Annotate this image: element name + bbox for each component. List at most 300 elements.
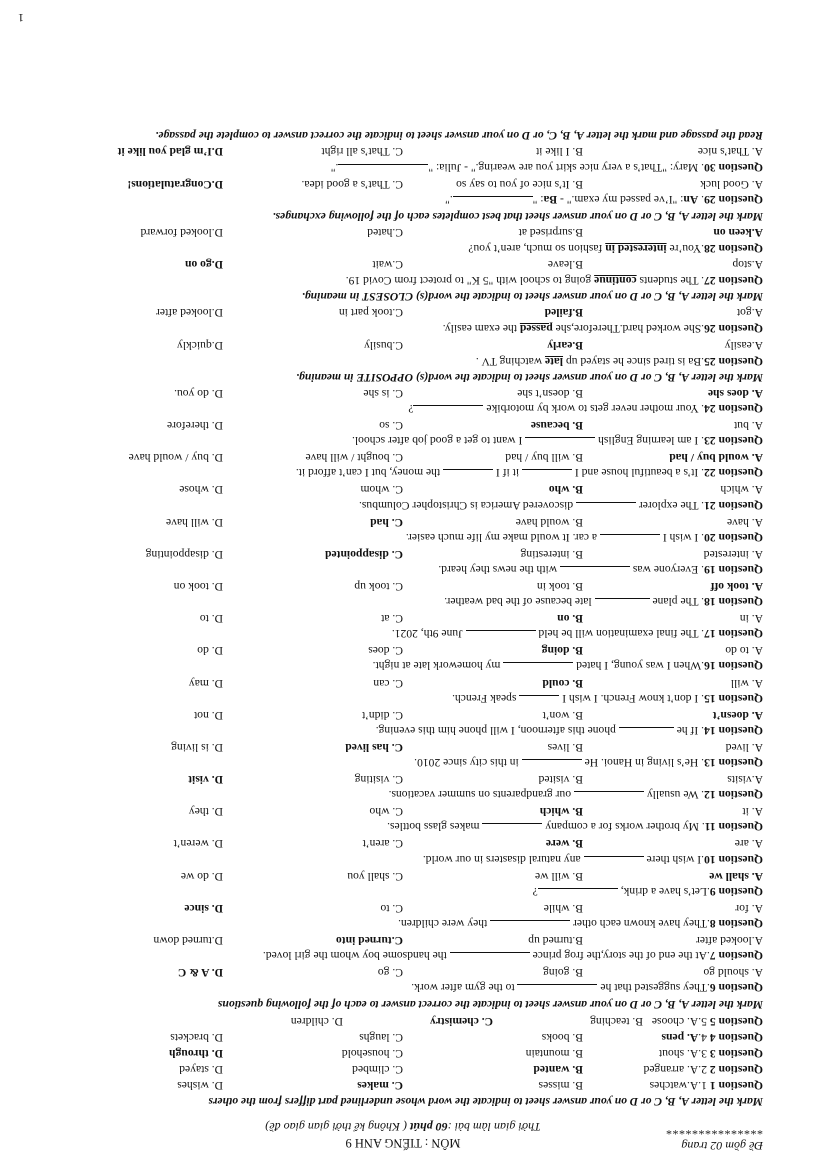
option-d: D.looked after [156, 306, 223, 320]
answer-blank [490, 920, 570, 932]
option-a: A. but [734, 419, 763, 433]
stem-text: . The students [636, 274, 705, 288]
answer-blank [517, 984, 597, 996]
question-stem [43, 691, 763, 707]
question-number: Question 21 [704, 498, 763, 512]
option-a: A.stop [732, 258, 763, 272]
option-d: D. disappointing [145, 547, 223, 561]
section-instruction: Mark the letter A, B, C or D on your answer sheet to indicate the word(s) OPPOSITE in meaning. [296, 370, 763, 384]
pronunciation-row [43, 1045, 763, 1061]
question-stem [43, 159, 763, 175]
option-b: B. mountain [525, 1046, 583, 1060]
page-count: Đề gồm 02 trang [681, 1139, 763, 1153]
option-c: C. household [341, 1046, 403, 1060]
stem-text: fashion so much, aren’t you? [468, 242, 606, 256]
option-c: C. That’s all right [321, 145, 403, 159]
stem-text: . The plane [649, 595, 705, 609]
option-c: C. disappointed [325, 547, 403, 561]
options-row [43, 803, 763, 819]
option-c: C. has lived [345, 740, 403, 754]
option-d: D. took on [173, 580, 223, 593]
option-d: D.I’m glad you like it [117, 145, 223, 159]
question-number: Question 30 [704, 160, 763, 174]
option-a: A.visits [727, 773, 763, 787]
stem-text: to the gym after work. [411, 981, 518, 995]
option-c: C. does [368, 644, 403, 658]
stem-text: .She worked hard.Therefore,she [552, 322, 705, 336]
option-a [650, 1077, 763, 1093]
question-number: Question 23 [704, 434, 763, 448]
option-c: C. at [381, 612, 403, 626]
option-letter: 5. [698, 1014, 707, 1028]
option-d: D.go on [184, 258, 223, 272]
options-row [43, 143, 763, 159]
stem-text: speak French. [452, 691, 520, 705]
stem-text: with the news they heard. [438, 562, 560, 576]
stem-text: .They suggested that he [597, 981, 710, 995]
option-b: B. I like it [535, 145, 583, 159]
option-b: B. misses [538, 1078, 583, 1092]
option-a: A. Good luck [700, 177, 763, 191]
answer-blank [600, 534, 660, 546]
option-b: B. going [543, 966, 583, 980]
option-letter: 4. [698, 1030, 707, 1044]
option-a: A. lived [725, 740, 763, 754]
option-b: B. doing [541, 644, 583, 658]
option-a: A.keen on [713, 225, 763, 239]
stem-text: .Ba is tired since he stayed up [563, 354, 705, 368]
option-d: D. do [197, 644, 223, 658]
option-c: C. had [370, 515, 403, 529]
option-c: C. makes [357, 1078, 403, 1092]
answer-blank [619, 727, 674, 739]
option-c: C. visiting [354, 773, 403, 787]
options-row [43, 224, 763, 240]
question-stem [43, 353, 763, 369]
stem-text: the handsome boy whom the girl loved. [262, 949, 450, 963]
option-b: B.early [547, 338, 583, 352]
stem-text: . It’s a beautiful house and I [572, 466, 705, 480]
page-content [43, 127, 763, 1155]
question-stem [43, 658, 763, 674]
option-d: D.looked forward [140, 225, 223, 239]
option-a: A. are [734, 837, 763, 851]
option-letter: 1. [698, 1078, 707, 1092]
option-word: A. shout [658, 1046, 699, 1060]
exam-header [43, 1109, 763, 1155]
question-stem [43, 884, 763, 900]
option-b: B. will we [535, 869, 583, 883]
option-d: D. they [188, 805, 223, 819]
option-word: A. pens [661, 1030, 699, 1044]
options-row [43, 546, 763, 562]
option-a: A. for [735, 901, 763, 915]
option-a: A. took off [710, 580, 763, 593]
answer-blank [503, 662, 573, 674]
option-c: C.busily [364, 338, 403, 352]
option-a: A. shall we [709, 869, 763, 883]
option-c: C. can [373, 676, 403, 690]
question-number: Question 11 [704, 820, 763, 834]
stem-text: . Everyone was [630, 562, 705, 576]
question-stem [43, 433, 763, 449]
header-center [233, 1119, 573, 1151]
options-row [43, 642, 763, 658]
key-word: passed [519, 322, 553, 336]
stem-text: June 9th, 2021. [391, 627, 466, 641]
option-d: D. not [194, 708, 223, 722]
option-a: A. will [730, 676, 763, 690]
question-stem [43, 980, 763, 996]
question-stem [43, 916, 763, 932]
question-stem [43, 626, 763, 642]
option-d: D. brackets [170, 1030, 223, 1044]
section-instruction: Mark the letter A, B, C or D on your answer sheet that best completes each of the following exchanges. [272, 209, 763, 223]
stem-text: . Mary: "That’s a very nice skirt you are wearing." - Julia: " [428, 160, 705, 174]
question-stem [43, 272, 763, 288]
stem-text: discovered America is Christopher Columbus. [358, 498, 576, 512]
question-stem [43, 723, 763, 739]
question-stem [43, 755, 763, 771]
question-stem [43, 192, 763, 208]
option-b: B. visited [538, 773, 583, 787]
question-number: Question 3 [706, 1046, 763, 1060]
answer-blank [413, 405, 483, 417]
question-number: Question 13 [704, 756, 763, 770]
stem-text: watching TV . [475, 354, 545, 368]
key-word: continue [594, 274, 637, 288]
question-stem [43, 819, 763, 835]
section-instruction: Read the passage and mark the letter A, B, C, or D on your answer sheet to indicate the correct answer to complete the passage. [155, 129, 763, 143]
question-number: Question 15 [704, 691, 763, 705]
options-row [43, 964, 763, 980]
option-c: C. took up [354, 580, 403, 593]
answer-blank [525, 437, 595, 449]
stem-text: late because of the bad weather. [444, 595, 595, 609]
question-number: Question 22 [704, 466, 763, 480]
option-a: A. in [739, 612, 763, 626]
option-b: B.surprised at [518, 225, 583, 239]
option-c: C. to [380, 901, 403, 915]
answer-blank [443, 469, 493, 481]
stem-text: it if I [493, 466, 523, 480]
question-stem [43, 852, 763, 868]
stem-text: the exam easily. [442, 322, 520, 336]
stem-text: . If he [673, 723, 705, 737]
question-number: Question 14 [704, 723, 763, 737]
stem-text: . Your mother never gets to work by motorbike [483, 401, 705, 415]
stem-text: . [698, 192, 705, 206]
stars-divider: *************** [665, 1124, 763, 1138]
option-word: A. arranged [643, 1062, 699, 1076]
option-a: A. to do [725, 644, 763, 658]
question-stem [43, 948, 763, 964]
stem-text: .Let’s have a drink, [617, 884, 710, 898]
options-row [43, 932, 763, 948]
option-c: C. who [369, 805, 403, 819]
stem-text: a car. It would make my life much easier. [405, 530, 600, 544]
options-row [43, 481, 763, 497]
option-a: A. have [726, 515, 763, 529]
key-word: late [544, 354, 564, 368]
stem-text: . We usually [644, 788, 705, 802]
option-c: C.hated [367, 225, 403, 239]
options-row [43, 578, 763, 594]
option-c: C. aren’t [362, 837, 403, 851]
option-d: D. do we [180, 869, 223, 883]
option-a: A. does she [707, 386, 763, 400]
option-d: D. visit [188, 773, 223, 787]
question-stem [43, 465, 763, 481]
question-number: Question 19 [704, 562, 763, 576]
pronunciation-questions [43, 1012, 763, 1092]
stem-text: phone this afternoon, I will phone him this evening. [375, 723, 619, 737]
stem-text: . I wish I [659, 530, 705, 544]
question-number: Question 20 [704, 530, 763, 544]
pronunciation-row [43, 1061, 763, 1077]
option-d: D. may [188, 676, 223, 690]
option-b: B. teaching [590, 1014, 643, 1028]
option-a [662, 1029, 763, 1045]
question-number: Question 5 [706, 1014, 763, 1028]
answer-blank [453, 196, 533, 208]
question-stem [43, 787, 763, 803]
option-b: B. books [541, 1030, 583, 1044]
option-c: C. shall you [347, 869, 403, 883]
option-b: B.failed [544, 306, 583, 320]
stem-text: I want to get a good job after school. [352, 434, 526, 448]
option-c: C. whom [360, 483, 403, 497]
option-d: D. wishes [177, 1078, 223, 1092]
options-row [43, 868, 763, 884]
option-b: B.leave [547, 258, 583, 272]
question-number: Question 16 [704, 659, 763, 673]
option-d: D.Congratulations! [127, 177, 223, 191]
stem-text: .They have known each other [570, 916, 710, 930]
section-instruction: Mark the letter A, B, C or D on your answer sheet to indicate the word whose underlined part differs from the others [208, 1095, 763, 1108]
stem-text: . I am learning English [595, 434, 705, 448]
stem-text: . I don’t know French. I wish I [559, 691, 705, 705]
speaker: Ba [543, 192, 558, 206]
option-a: A. it [742, 805, 763, 819]
question-number: Question 18 [704, 595, 763, 609]
option-d: D. will have [166, 515, 223, 529]
question-stem [43, 530, 763, 546]
stem-text: ? [532, 884, 538, 898]
options-row [43, 385, 763, 401]
stem-text: .I wish there [643, 852, 705, 866]
option-b: B. lives [547, 740, 583, 754]
option-a: A. would buy / had [669, 451, 763, 465]
option-d: D. is living [171, 740, 223, 754]
question-stem [43, 562, 763, 578]
option-d: D. children [290, 1014, 343, 1028]
option-b: B. while [543, 901, 583, 915]
question-number: Question 17 [704, 627, 763, 641]
question-number: Question 25 [704, 354, 763, 368]
option-b: B. wanted [533, 1062, 583, 1076]
options-row [43, 739, 763, 755]
answer-blank [466, 630, 536, 642]
option-c: C. laughs [359, 1030, 403, 1044]
option-c: C. chemistry [429, 1014, 493, 1028]
option-d: D. since [184, 901, 223, 915]
option-c: C. is she [363, 386, 403, 400]
opposite-questions [43, 304, 763, 368]
option-a [644, 1061, 763, 1077]
answer-blank [576, 502, 636, 514]
option-d: D. therefore [166, 419, 223, 433]
pronunciation-row [43, 1012, 763, 1028]
answer-blank [595, 598, 650, 610]
stem-text: going to school with "5 K" to protect from Covid 19. [345, 274, 595, 288]
question-stem [43, 401, 763, 417]
stem-text: in this city since 2010. [414, 756, 522, 770]
options-row [43, 771, 763, 787]
question-number: Question 24 [704, 401, 763, 415]
stem-text: ." [330, 160, 339, 174]
question-number: Question 7 [709, 949, 763, 963]
option-a: A. That’s nice [697, 145, 763, 159]
options-row [43, 304, 763, 320]
option-b: B. would have [515, 515, 583, 529]
option-letter: 2. [698, 1062, 707, 1076]
option-c: C. so [379, 419, 403, 433]
options-row [43, 417, 763, 433]
option-b: B. took in [536, 580, 583, 593]
closest-questions [43, 224, 763, 288]
section-instruction: Mark the letter A, B, C or D on your answer sheet to indicate the word(s) CLOSEST in meaning. [301, 290, 763, 304]
option-b: B. will buy / had [505, 451, 583, 465]
options-row [43, 835, 763, 851]
option-b: B. could [542, 676, 583, 690]
question-number: Question 27 [704, 274, 763, 288]
options-row [43, 707, 763, 723]
options-row [43, 610, 763, 626]
question-number: Question 10 [704, 852, 763, 866]
stem-text: : " [532, 192, 544, 206]
option-a: A. which [720, 483, 763, 497]
option-c: C. climbed [352, 1062, 403, 1076]
stem-text: . My brother works for a company [542, 820, 705, 834]
answer-blank [522, 469, 572, 481]
question-number: Question 28 [704, 242, 763, 256]
stem-text: . The final examination will be held [535, 627, 705, 641]
option-d: D. do you. [174, 386, 223, 400]
page-number: 1 [18, 11, 24, 26]
answer-blank [450, 952, 530, 964]
pronunciation-row [43, 1029, 763, 1045]
options-row [43, 176, 763, 192]
options-row [43, 900, 763, 916]
option-a [652, 1012, 763, 1028]
stem-text: ? [408, 401, 414, 415]
question-number: Question 29 [704, 192, 763, 206]
pronunciation-row [43, 1077, 763, 1093]
option-c: C. go [377, 966, 403, 980]
option-d: D. to [199, 612, 223, 626]
answer-blank [482, 823, 542, 835]
answer-blank [560, 566, 630, 578]
options-row [43, 674, 763, 690]
question-number: Question 6 [709, 981, 763, 995]
stem-text: . The explorer [636, 498, 705, 512]
option-b: B. interesting [520, 547, 583, 561]
option-c: C.took part in [338, 306, 403, 320]
stem-text: ." [445, 192, 453, 206]
question-number: Question 2 [706, 1062, 763, 1076]
grammar-questions [43, 385, 763, 997]
question-number: Question 12 [704, 788, 763, 802]
stem-text: .You’re [666, 242, 705, 256]
question-stem [43, 497, 763, 513]
answer-blank [584, 856, 644, 868]
option-b: B. on [557, 612, 583, 626]
key-word: interested in [605, 242, 667, 256]
stem-text: the money, but I can’t afford it. [295, 466, 444, 480]
question-number: Question 8 [709, 916, 763, 930]
question-stem [43, 594, 763, 610]
answer-blank [522, 759, 582, 771]
option-b: B.turned up [528, 934, 583, 948]
option-b: B. which [539, 805, 583, 819]
option-word: A.watches [649, 1078, 699, 1092]
question-number: Question 9 [709, 884, 763, 898]
option-word: A. choose [651, 1014, 699, 1028]
subject-title: MÔN : TIẾNG ANH 9 [345, 1136, 461, 1150]
option-a [659, 1045, 763, 1061]
option-d: D. through [169, 1046, 223, 1060]
speaker: An [683, 192, 699, 206]
answer-blank [574, 791, 644, 803]
stem-text: they were children. [398, 916, 491, 930]
stem-text: : "I’ve passed my exam." - [557, 192, 684, 206]
stem-text: . He’s living in Hanoi. He [581, 756, 705, 770]
header-left [666, 1123, 764, 1153]
question-number: Question 4 [706, 1030, 763, 1044]
option-d: D. weren’t [173, 837, 223, 851]
option-letter: 3. [698, 1046, 707, 1060]
option-d: D. stayed [179, 1062, 223, 1076]
question-stem [43, 320, 763, 336]
option-c: C.turned into [336, 934, 403, 948]
option-a: A. doesn’t [712, 708, 763, 722]
question-number: Question 26 [704, 322, 763, 336]
option-d: D. whose [179, 483, 223, 497]
option-a: A.easily [724, 338, 763, 352]
option-b: B. were [545, 837, 583, 851]
option-c: C. didn’t [361, 708, 403, 722]
option-d: D. A & C [177, 966, 223, 980]
option-b: B. because [530, 419, 583, 433]
question-stem [43, 240, 763, 256]
question-number: Question 1 [706, 1078, 763, 1092]
option-b: B. who [548, 483, 583, 497]
time-allowed: Thời gian làm bài :60 phút ( Không kể thời gian giao đề) [265, 1119, 541, 1134]
exchange-questions [43, 143, 763, 207]
option-d: D. buy / would have [128, 451, 223, 465]
option-a: A. should go [703, 966, 763, 980]
option-a: A.looked after [696, 934, 763, 948]
option-c: C.wait [372, 258, 403, 272]
option-d: D.turned down [153, 934, 223, 948]
option-b: B. won’t [542, 708, 583, 722]
stem-text: any natural disasters in our world. [422, 852, 584, 866]
stem-text: makes glass bottles. [387, 820, 483, 834]
option-c: C. That’s a good idea. [301, 177, 403, 191]
option-a: A. interested [703, 547, 763, 561]
option-c: C. bought / will have [305, 451, 403, 465]
